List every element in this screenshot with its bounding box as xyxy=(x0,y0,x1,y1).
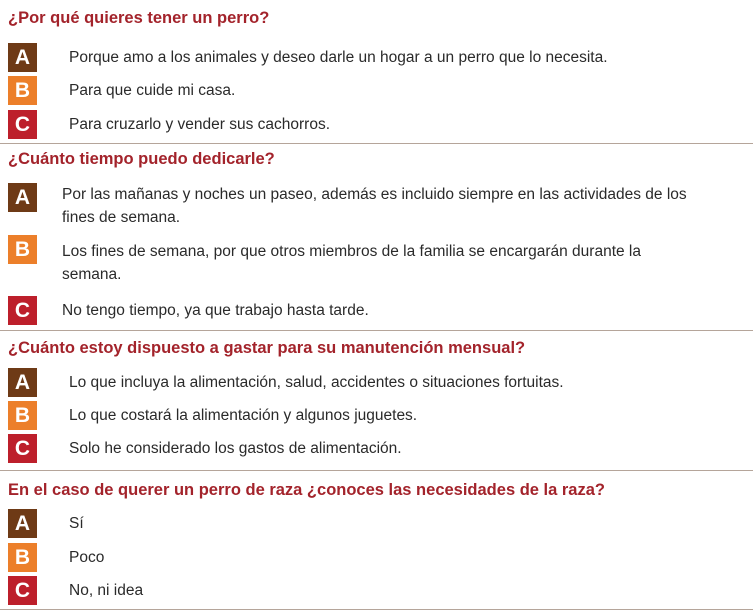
q3-option-b-text: Lo que costará la alimentación y algunos juguetes. xyxy=(69,407,418,424)
option-a-badge: A xyxy=(8,183,37,212)
q2-option-b-text: Los fines de semana, por que otros miembros de la familia se encargarán durante la semana. xyxy=(62,243,641,283)
question-2-title: ¿Cuánto tiempo puedo dedicarle? xyxy=(8,150,275,168)
option-b-badge: B xyxy=(8,235,37,264)
q1-option-c[interactable] xyxy=(8,110,753,139)
q2-option-b[interactable] xyxy=(8,235,753,281)
option-a-badge: A xyxy=(8,43,37,72)
q4-option-a-text: Sí xyxy=(69,515,84,532)
question-4-title: En el caso de querer un perro de raza ¿conoces las necesidades de la raza? xyxy=(8,481,605,499)
q4-option-a[interactable] xyxy=(8,509,753,538)
q1-option-a-text: Porque amo a los animales y deseo darle un hogar a un perro que lo necesita. xyxy=(69,49,608,66)
option-c-badge: C xyxy=(8,296,37,325)
divider-1 xyxy=(0,143,753,144)
divider-2 xyxy=(0,330,753,331)
option-c-badge: C xyxy=(8,110,37,139)
option-c-badge: C xyxy=(8,576,37,605)
q4-option-b-text: Poco xyxy=(69,549,105,566)
q1-option-b[interactable] xyxy=(8,76,753,105)
q2-option-a[interactable] xyxy=(8,183,753,229)
q4-option-b[interactable] xyxy=(8,543,753,572)
q3-option-b[interactable] xyxy=(8,401,753,430)
question-1-title: ¿Por qué quieres tener un perro? xyxy=(8,9,270,27)
q3-option-c-text: Solo he considerado los gastos de alimentación. xyxy=(69,440,402,457)
option-b-badge: B xyxy=(8,401,37,430)
q3-option-c[interactable] xyxy=(8,434,753,463)
q1-option-a[interactable] xyxy=(8,43,753,72)
q2-option-c-text: No tengo tiempo, ya que trabajo hasta tarde. xyxy=(62,302,369,319)
q2-option-c[interactable] xyxy=(8,296,753,325)
divider-3 xyxy=(0,470,753,471)
option-c-badge: C xyxy=(8,434,37,463)
q4-option-c-text: No, ni idea xyxy=(69,582,144,599)
q4-option-c[interactable] xyxy=(8,576,753,605)
option-b-badge: B xyxy=(8,543,37,572)
option-a-badge: A xyxy=(8,509,37,538)
q3-option-a-text: Lo que incluya la alimentación, salud, accidentes o situaciones fortuitas. xyxy=(69,374,564,391)
option-b-badge: B xyxy=(8,76,37,105)
q1-option-b-text: Para que cuide mi casa. xyxy=(69,82,236,99)
option-a-badge: A xyxy=(8,368,37,397)
q3-option-a[interactable] xyxy=(8,368,753,397)
question-3-title: ¿Cuánto estoy dispuesto a gastar para su manutención mensual? xyxy=(8,339,526,357)
q2-option-a-text: Por las mañanas y noches un paseo, además es incluido siempre en las actividades de los fines de semana. xyxy=(62,186,687,226)
q1-option-c-text: Para cruzarlo y vender sus cachorros. xyxy=(69,116,331,133)
divider-4 xyxy=(0,609,753,610)
